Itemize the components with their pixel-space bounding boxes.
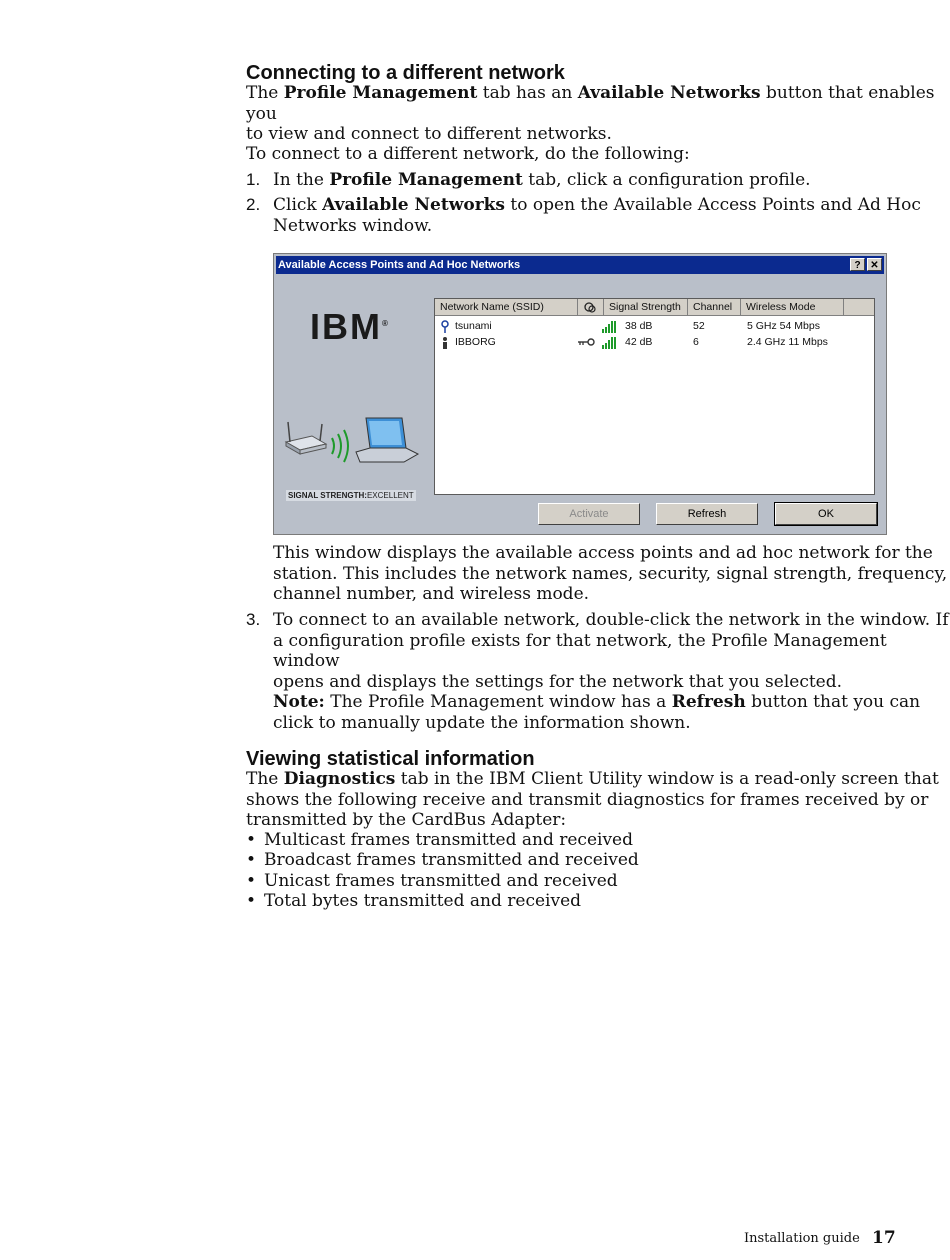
signal-strength-label: SIGNAL STRENGTH:EXCELLENT (288, 491, 414, 500)
step-3: To connect to an available network, double-click the network in the window. If a configuration profile exists for that network, the Profile Management window opens and displays the settings for the network that you selected. (273, 610, 949, 692)
list-item: Multicast frames transmitted and received (264, 830, 633, 850)
channel: 52 (693, 320, 705, 332)
wireless-illustration (282, 414, 422, 474)
bullet-marker: • (246, 850, 257, 870)
help-button[interactable]: ? (850, 258, 865, 271)
list-item[interactable] (435, 318, 874, 334)
column-header-channel[interactable]: Channel (688, 299, 741, 315)
window-caption: This window displays the available access points and ad hoc network for the station. This includes the network names, security, signal strength, frequency, channel number, and wireless mode. (273, 543, 948, 604)
diagnostics-paragraph: The Diagnostics tab in the IBM Client Utility window is a read-only screen that shows the following receive and transmit diagnostics for frames received by or transmitted by the CardBus Adapter: (246, 769, 939, 830)
bullet-marker: • (246, 830, 257, 850)
note: Note: The Profile Management window has a Refresh button that you can click to manually update the information shown. (273, 692, 921, 733)
signal: 42 dB (625, 336, 653, 348)
window-title: Available Access Points and Ad Hoc Networks (278, 259, 521, 271)
footer-label: Installation guide (744, 1231, 860, 1246)
signal-waves-icon (332, 430, 348, 462)
signal: 38 dB (625, 320, 653, 332)
signal-bars-icon (602, 337, 616, 349)
page-number: 17 (872, 1228, 896, 1248)
step-2: Click Available Networks to open the Available Access Points and Ad Hoc Networks window. (273, 195, 921, 236)
column-header-signal[interactable]: Signal Strength (604, 299, 688, 315)
step-1: In the Profile Management tab, click a configuration profile. (273, 170, 811, 190)
close-button[interactable]: ✕ (867, 258, 882, 271)
list-header (435, 299, 874, 316)
laptop-icon (356, 418, 418, 462)
section-heading: Connecting to a different network (246, 62, 565, 84)
activate-button[interactable]: Activate (538, 503, 640, 525)
ok-button[interactable]: OK (775, 503, 877, 525)
wireless-mode: 5 GHz 54 Mbps (747, 320, 820, 332)
list-item: Total bytes transmitted and received (264, 891, 582, 911)
channel: 6 (693, 336, 699, 348)
list-item: Broadcast frames transmitted and received (264, 850, 639, 870)
networks-list[interactable] (434, 298, 875, 495)
step-number: 3. (246, 610, 261, 629)
ibm-logo: IBM® (310, 306, 390, 347)
ssid: tsunami (455, 320, 492, 332)
list-item[interactable] (435, 334, 874, 350)
lead-text: To connect to a different network, do the following: (246, 144, 690, 164)
column-header-mode[interactable]: Wireless Mode (741, 299, 844, 315)
column-header-security[interactable] (578, 299, 604, 315)
refresh-button[interactable]: Refresh (656, 503, 758, 525)
section-heading: Viewing statistical information (246, 748, 535, 770)
access-point-icon (440, 320, 450, 333)
ad-hoc-icon (441, 336, 449, 349)
wireless-mode: 2.4 GHz 11 Mbps (747, 336, 828, 348)
window-titlebar (276, 256, 884, 274)
key-icon (578, 338, 596, 347)
intro-paragraph: The Profile Management tab has an Available Networks button that enables you to view and connect to different networks. (246, 83, 935, 144)
list-item: Unicast frames transmitted and received (264, 871, 618, 891)
column-header-ssid[interactable]: Network Name (SSID) (435, 299, 578, 315)
available-networks-window (273, 253, 887, 535)
bullet-marker: • (246, 871, 257, 891)
step-number: 1. (246, 170, 261, 189)
router-icon (286, 422, 326, 454)
signal-bars-icon (602, 321, 616, 333)
ssid: IBBORG (455, 336, 496, 348)
bullet-marker: • (246, 891, 257, 911)
security-icon (583, 300, 597, 314)
step-number: 2. (246, 195, 261, 214)
